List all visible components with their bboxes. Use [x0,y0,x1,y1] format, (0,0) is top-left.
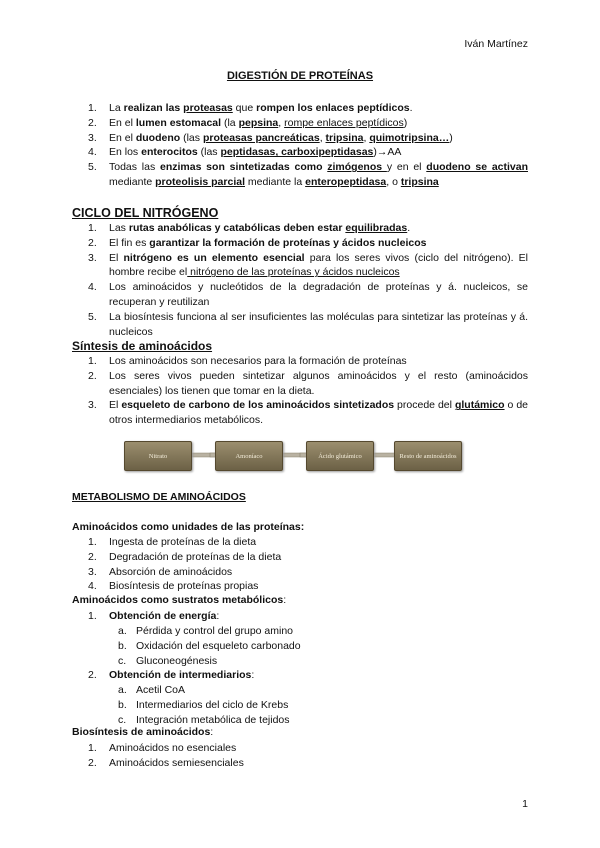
digestion-list [72,101,528,190]
list-number: 4. [88,146,97,159]
list-item [72,160,528,190]
author-name: Iván Martínez [464,38,528,50]
document-title: DIGESTIÓN DE PROTEÍNAS [226,70,374,82]
list-number: 3. [88,399,97,412]
substrates-heading-colon: : [283,594,287,606]
substrates-list [72,609,528,624]
intermediates-heading: Obtención de intermediarios [109,669,252,681]
list-number: 1. [88,102,97,114]
list-number: c. [118,654,127,667]
list-text: glutámico [454,399,505,412]
list-text: enteropeptidasa [305,175,387,188]
list-text: (las [197,146,221,159]
list-text: garantizar la formación de proteínas y ácidos nucleicos [149,236,427,249]
list-number: 2. [88,369,97,382]
list-number: 5. [88,310,97,323]
list-text: Integración metabólica de tejidos [136,713,290,726]
list-text: lumen estomacal [135,116,222,129]
list-number: 3. [88,565,97,578]
intermediates-heading-colon: : [251,669,255,681]
list-text: , [319,131,326,144]
list-text: )→AA [373,146,402,159]
list-text: Biosíntesis de proteínas propias [109,580,259,593]
list-number: 1. [88,222,97,234]
substrates-list-2 [72,668,528,683]
list-text: En los [109,146,142,159]
energy-heading-colon: : [216,610,220,622]
cycle-list [72,221,528,339]
list-item [72,131,528,146]
list-text: ) [449,131,453,144]
list-number: 2. [88,669,97,681]
list-text: (la [221,116,239,129]
list-item [72,565,528,580]
list-number: 5. [88,161,97,174]
list-text: ) [403,116,408,129]
list-text: El fin es [109,236,150,249]
list-text: realizan las [123,102,184,114]
flow-box-other-amino-acids: Resto de aminoácidos [394,441,462,471]
energy-heading: Obtención de energía [109,610,217,622]
list-text: Oxidación del esqueleto carbonado [136,639,301,652]
list-text: rompen los enlaces peptídicos [256,102,410,114]
energy-list [72,624,528,668]
list-item [72,624,528,639]
biosynthesis-heading [72,726,528,738]
list-text: nitrógeno es un elemento esencial [123,251,305,264]
list-text: Intermediarios del ciclo de Krebs [136,698,289,711]
synthesis-list [72,354,528,428]
flow-box-nitrate: Nitrato [124,441,192,471]
list-number: b. [118,639,127,652]
list-number: 3. [88,251,97,264]
synthesis-heading: Síntesis de aminoácidos [72,339,213,353]
list-item [72,251,528,281]
list-text: , [278,116,285,129]
list-text: Acetil CoA [136,684,186,696]
list-item [72,756,528,771]
list-text: duodeno se activan [426,161,528,174]
list-text: Degradación de proteínas de la dieta [109,550,282,563]
biosynthesis-list [72,741,528,771]
list-text: Las [109,222,129,234]
list-text: procede del [394,399,455,412]
nitrogen-flow-diagram [122,437,462,473]
list-text: tripsina [400,175,439,188]
list-text: zimógenos [327,161,387,174]
list-text: proteasas pancreáticas [202,131,320,144]
list-item [72,280,528,310]
list-text: o de otros intermediarios metabólicos. [109,399,528,427]
substrates-heading-text: Aminoácidos como sustratos metabólicos [72,594,284,606]
list-number: 2. [88,550,97,563]
biosynthesis-heading-text: Biosíntesis de aminoácidos [72,726,211,738]
list-item [72,668,528,683]
flow-box-glutamic-acid: Ácido glutámico [306,441,374,471]
page-number: 1 [522,798,528,810]
list-number: 4. [88,281,97,294]
list-text: Ingesta de proteínas de la dieta [109,536,257,548]
list-number: 2. [88,116,97,129]
list-item [72,221,528,236]
list-text: y en el [386,161,427,174]
list-text: La biosíntesis funciona al ser insuficientes las moléculas para sintetizar las proteínas y á. nucleicos [109,310,528,338]
list-number: b. [118,698,127,711]
biosynthesis-heading-colon: : [210,726,214,738]
list-item [72,683,528,698]
list-item [72,698,528,713]
list-number: 1. [88,742,97,754]
list-item [72,535,528,550]
list-number: 2. [88,236,97,249]
list-text: proteolisis parcial [155,175,245,188]
list-number: a. [118,625,127,637]
list-item [72,639,528,654]
list-text: El [109,251,124,264]
list-text: Gluconeogénesis [136,654,218,667]
list-item [72,579,528,594]
list-text: mediante [109,175,156,188]
list-text: nitrógeno de las proteínas y ácidos nucleicos [187,266,400,279]
metabolism-heading: METABOLISMO DE AMINOÁCIDOS [72,491,246,503]
list-text: duodeno [135,131,181,144]
list-text: enzimas son sintetizadas como [159,161,328,174]
list-text: Los aminoácidos son necesarios para la formación de proteínas [109,355,407,367]
list-item [72,550,528,565]
list-text: , o [386,175,401,188]
list-text: rutas anabólicas y catabólicas deben estar [128,222,346,234]
list-text: Absorción de aminoácidos [109,565,233,578]
list-number: 3. [88,131,97,144]
list-text: En el [109,116,136,129]
list-number: 1. [88,610,97,622]
flow-box-ammonia: Amoníaco [215,441,283,471]
list-item [72,236,528,251]
list-text: Aminoácidos semiesenciales [109,756,244,769]
list-text: Todas las [109,161,160,174]
list-text: tripsina [325,131,364,144]
list-text: enterocitos [141,146,198,159]
list-text: , [363,131,370,144]
list-number: 2. [88,756,97,769]
list-number: a. [118,684,127,696]
list-item [72,398,528,428]
list-text: El [109,399,122,412]
list-text: En el [109,131,136,144]
units-heading: Aminoácidos como unidades de las proteínas: [72,521,305,533]
list-item [72,654,528,669]
list-text: pepsina [238,116,279,129]
list-text: mediante la [245,175,306,188]
substrates-heading [72,594,528,606]
list-text: esqueleto de carbono de los aminoácidos sintetizados [121,399,395,412]
list-number: 1. [88,536,97,548]
list-number: c. [118,713,127,726]
list-text: Pérdida y control del grupo amino [136,625,294,637]
list-item [72,310,528,340]
list-text: quimotripsina… [369,131,450,144]
list-text: rompe enlaces peptídicos [284,116,404,129]
cycle-heading: CICLO DEL NITRÓGENO [72,206,219,220]
list-text: Los seres vivos pueden sintetizar algunos aminoácidos y el resto (aminoácidos esenciales) los tienen que tomar en la dieta. [109,369,528,397]
list-item [72,609,528,624]
list-text: para los seres vivos (ciclo del nitrógeno). El hombre recibe el [109,251,528,279]
list-text: Aminoácidos no esenciales [109,742,237,754]
list-text: equilibradas [345,222,408,234]
list-text: . [409,102,413,114]
list-text: Los aminoácidos y nucleótidos de la degradación de proteínas y á. nucleicos, se recuperan y reutilizan [109,281,528,308]
list-text: proteasas [183,102,233,114]
list-text: . [407,222,411,234]
list-text: (las [180,131,203,144]
list-item [72,101,528,116]
list-item [72,116,528,131]
list-text: peptidasas, carboxipeptidasas [220,146,374,159]
list-item [72,741,528,756]
list-text: que [232,102,257,114]
units-list [72,535,528,594]
list-item [72,369,528,399]
intermediates-list [72,683,528,727]
list-item [72,145,528,160]
list-number: 4. [88,580,97,593]
list-number: 1. [88,355,97,367]
list-text: La [109,102,124,114]
list-item [72,354,528,369]
